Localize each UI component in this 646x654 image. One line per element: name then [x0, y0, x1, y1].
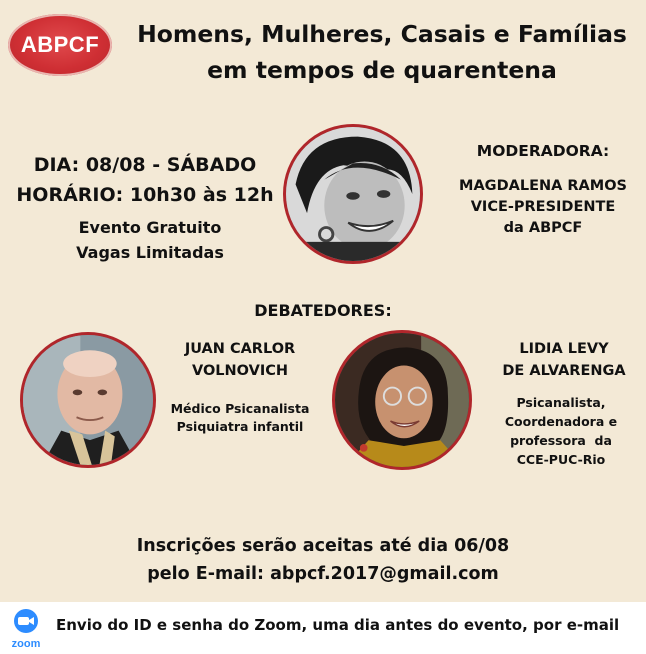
event-time: HORÁRIO: 10h30 às 12h [16, 184, 274, 206]
debaters-heading: DEBATEDORES: [254, 301, 392, 320]
zoom-logo [10, 608, 42, 648]
event-free: Evento Gratuito [78, 218, 222, 237]
juan-name-line-2: VOLNOVICH [192, 363, 288, 379]
juan-portrait-image [23, 335, 153, 465]
moderator-heading: MODERADORA: [476, 142, 610, 160]
event-info [0, 215, 300, 265]
title-line-1: Homens, Mulheres, Casais e Famílias [137, 20, 627, 48]
lidia-name-line-1: LIDIA LEVY [519, 341, 609, 357]
moderator-org: da ABPCF [503, 220, 583, 236]
event-datetime [0, 150, 290, 210]
juan-desc-line-2: Psiquiatra infantil [176, 419, 304, 434]
moderator-photo [283, 124, 423, 264]
event-date: DIA: 08/08 - SÁBADO [33, 154, 257, 176]
juan-name [160, 338, 320, 382]
moderator-block [440, 140, 646, 239]
lidia-desc-line-4: CCE-PUC-Rio [516, 452, 606, 467]
footer-text: Envio do ID e senha do Zoom, uma dia antes do evento, por e-mail [56, 616, 620, 634]
lidia-portrait-image [335, 333, 469, 467]
logo-text: ABPCF [20, 32, 100, 57]
lidia-desc-line-2: Coordenadora e [504, 414, 618, 429]
page-title [118, 16, 646, 88]
registration-info [0, 532, 646, 588]
lidia-desc-line-1: Psicanalista, [516, 395, 606, 410]
lidia-desc-line-3: professora da [510, 433, 612, 448]
juan-name-line-1: JUAN CARLOR [184, 341, 296, 357]
abpcf-logo [8, 14, 112, 76]
lidia-photo [332, 330, 472, 470]
juan-description [160, 400, 320, 436]
lidia-description [486, 393, 636, 469]
lidia-name-line-2: DE ALVARENGA [502, 363, 626, 379]
lidia-name [482, 338, 646, 382]
moderator-name: MAGDALENA RAMOS [459, 178, 627, 194]
registration-email: pelo E-mail: abpcf.2017@gmail.com [147, 564, 499, 584]
juan-photo [20, 332, 156, 468]
zoom-camera-icon [10, 608, 42, 634]
title-line-2: em tempos de quarentena [207, 56, 557, 84]
zoom-label: zoom [11, 638, 41, 650]
moderator-role: VICE-PRESIDENTE [470, 199, 616, 215]
moderator-portrait-image [286, 127, 420, 261]
event-limited: Vagas Limitadas [76, 243, 224, 262]
juan-desc-line-1: Médico Psicanalista [170, 401, 310, 416]
registration-line-1: Inscrições serão aceitas até dia 06/08 [136, 536, 510, 556]
